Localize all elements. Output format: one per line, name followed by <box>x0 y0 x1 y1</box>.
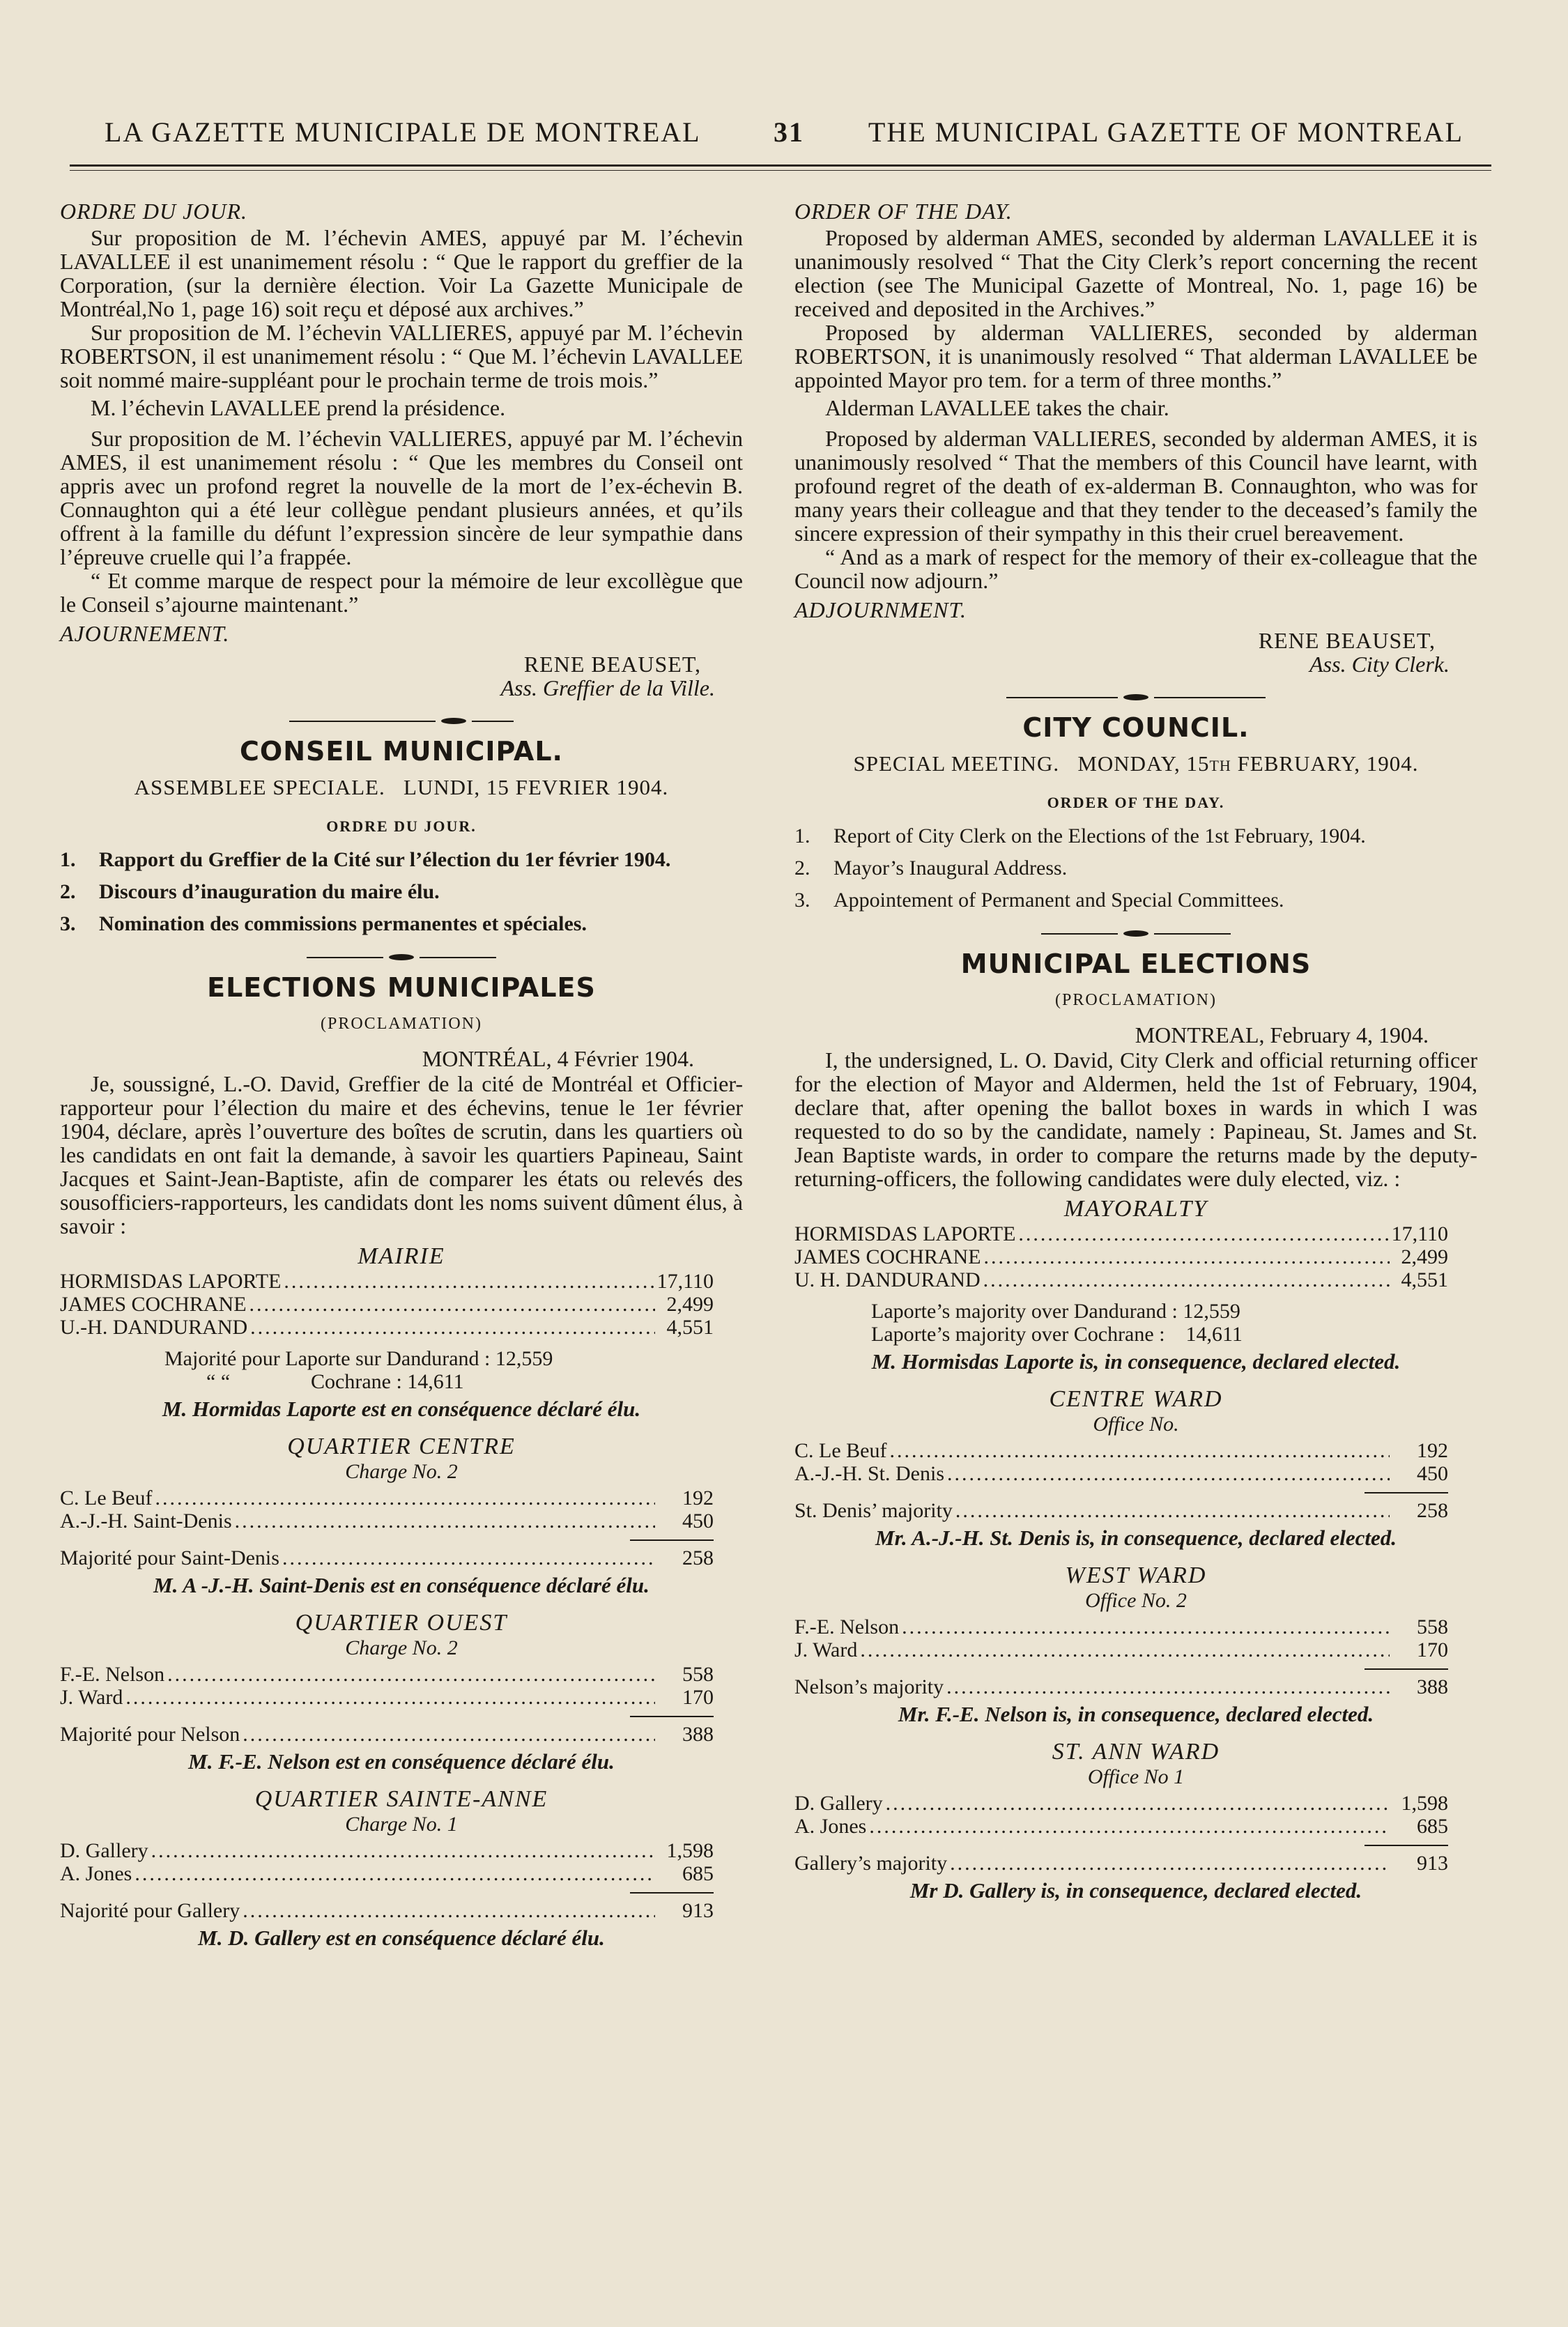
resolution-paragraph: Proposed by alderman AMES, seconded by alderman LAVALLEE it is unanimously resolved “ That the City Clerk’s report concerning the recent election (see The Municipal Gazette of Montreal, No. 1, page 16) be received and deposited in the Archives.” <box>794 225 1477 321</box>
result-row: JAMES COCHRANE ..... 2,499 <box>60 1293 743 1316</box>
majority-row: Gallery’s majority ..... 913 <box>794 1852 1477 1875</box>
signature-block <box>60 652 715 700</box>
meeting-type: ASSEMBLEE SPECIALE. <box>134 775 385 799</box>
result-row: F.-E. Nelson ..... 558 <box>794 1615 1477 1638</box>
result-row: A. Jones ..... 685 <box>60 1862 743 1885</box>
majority-row: Majorité pour Nelson ..... 388 <box>60 1723 743 1746</box>
meeting-date: LUNDI, 15 FEVRIER 1904. <box>403 775 669 799</box>
agenda-item: 3. Nomination des commissions permanentes et spéciales. <box>60 912 587 935</box>
ward-charge: Office No. 2 <box>1085 1589 1187 1612</box>
ward-declaration: Mr. A.-J.-H. St. Denis is, in consequence, declared elected. <box>875 1526 1397 1550</box>
agenda-item: 3. Appointement of Permanent and Special Committees. <box>794 889 1284 912</box>
agenda-list <box>60 848 743 936</box>
resolution-paragraph: M. l’échevin LAVALLEE prend la présidence. <box>91 395 506 420</box>
ordre-du-jour-heading: ORDRE DU JOUR. <box>60 199 248 224</box>
ward-heading: QUARTIER CENTRE <box>287 1434 516 1459</box>
elections-title: ELECTIONS MUNICIPALES <box>207 972 596 1003</box>
header-rule-top <box>70 164 1491 167</box>
result-row: A.-J.-H. St. Denis ..... 450 <box>794 1462 1477 1485</box>
order-small-heading: ORDER OF THE DAY. <box>1047 794 1225 811</box>
majority-line: Majorité pour Laporte sur Dandurand : 12,559 <box>164 1347 553 1370</box>
result-row: A.-J.-H. Saint-Denis ..... 450 <box>60 1510 743 1533</box>
signature-title: Ass. City Clerk. <box>1309 652 1450 677</box>
signature-name: RENE BEAUSET, <box>523 652 701 677</box>
ward-block <box>794 1740 1477 1903</box>
majority-row: Majorité pour Saint-Denis ..... 258 <box>60 1546 743 1569</box>
english-column <box>794 197 1477 1917</box>
masthead <box>105 116 1463 158</box>
page-number: 31 <box>774 116 804 148</box>
majority-line: Laporte’s majority over Dandurand : 12,559 <box>871 1300 1240 1323</box>
agenda-item: 2. Discours d’inauguration du maire élu. <box>60 880 440 903</box>
ward-charge: Charge No. 2 <box>345 1460 458 1483</box>
proclamation-label: (PROCLAMATION) <box>1055 991 1217 1009</box>
result-row: HORMISDAS LAPORTE ..... 17,110 <box>794 1222 1477 1245</box>
result-row: J. Ward ..... 170 <box>794 1638 1477 1661</box>
meeting-line <box>60 776 743 799</box>
majority-row: St. Denis’ majority ..... 258 <box>794 1499 1477 1522</box>
result-row: A. Jones ..... 685 <box>794 1815 1477 1838</box>
resolution-paragraph: Sur proposition de M. l’échevin VALLIERES, appuyé par M. l’échevin ROBERTSON, il est unanimement résolu : “ Que M. l’échevin LAVALLEE soit nommé maire-suppléant pour le prochain terme de trois mois.” <box>60 320 743 392</box>
section-divider <box>60 954 743 960</box>
signature-title: Ass. Greffier de la Ville. <box>500 675 715 700</box>
dateline: MONTREAL, February 4, 1904. <box>1135 1022 1429 1047</box>
ward-heading: QUARTIER OUEST <box>295 1610 508 1636</box>
resolution-paragraph: Sur proposition de M. l’échevin AMES, appuyé par M. l’échevin LAVALLEE il est unanimement résolu : “ Que le rapport du greffier de la Corporation, (sur la dernière élection. Voir La Gazette Municipale de Montréal,No 1, page 16) soit reçu et déposé aux archives.” <box>60 225 743 321</box>
meeting-line <box>794 752 1477 776</box>
ward-heading: QUARTIER SAINTE-ANNE <box>254 1786 548 1812</box>
ward-declaration: M. F.-E. Nelson est en conséquence déclaré élu. <box>188 1749 615 1774</box>
ward-charge: Charge No. 2 <box>345 1636 458 1659</box>
result-row: U.-H. DANDURAND ..... 4,551 <box>60 1316 743 1339</box>
elections-title: MUNICIPAL ELECTIONS <box>960 949 1312 979</box>
meeting-date: MONDAY, 15th FEBRUARY, 1904. <box>1077 751 1419 776</box>
ward-block <box>60 1435 743 1597</box>
proclamation-text: I, the undersigned, L. O. David, City Clerk and official returning officer for the election of Mayor and Aldermen, held the 1st of February, 1904, declare that, after opening the ballot boxes in wards in which I was requested to do so by the candidate, namely : Papineau, St. James and St. Jean Baptiste wards, in order to compare the returns made by the deputy-returning-officers, the following candidates were duly elected, viz. : <box>794 1047 1477 1191</box>
ward-block <box>60 1611 743 1774</box>
ward-declaration: M. A -J.-H. Saint-Denis est en conséquence déclaré élu. <box>153 1573 650 1597</box>
order-of-the-day-heading: ORDER OF THE DAY. <box>794 199 1013 224</box>
result-row: D. Gallery ..... 1,598 <box>794 1792 1477 1815</box>
section-divider <box>60 718 743 724</box>
agenda-item: 1. Report of City Clerk on the Elections of the 1st February, 1904. <box>794 824 1366 847</box>
ward-declaration: Mr D. Gallery is, in consequence, declared elected. <box>909 1878 1362 1903</box>
adjournment-heading: AJOURNEMENT. <box>60 621 230 646</box>
result-row: C. Le Beuf ..... 192 <box>794 1439 1477 1462</box>
ward-declaration: Mr. F.-E. Nelson is, in consequence, declared elected. <box>898 1702 1374 1726</box>
ward-heading: CENTRE WARD <box>1049 1386 1223 1412</box>
agenda-item: 2. Mayor’s Inaugural Address. <box>794 857 1068 880</box>
order-small-heading: ORDRE DU JOUR. <box>326 817 477 835</box>
majority-line: “ “ Cochrane : 14,611 <box>206 1370 464 1393</box>
mayoralty-heading: MAYORALTY <box>1063 1196 1208 1222</box>
ward-block <box>60 1788 743 1950</box>
agenda-item: 1. Rapport du Greffier de la Cité sur l’élection du 1er février 1904. <box>60 848 671 871</box>
result-row: C. Le Beuf ..... 192 <box>60 1487 743 1510</box>
section-divider <box>794 930 1477 937</box>
section-divider <box>794 694 1477 700</box>
mayor-declaration: M. Hormidas Laporte est en conséquence déclaré élu. <box>162 1397 641 1421</box>
signature-block <box>794 628 1450 677</box>
council-title: CONSEIL MUNICIPAL. <box>240 736 563 767</box>
signature-name: RENE BEAUSET, <box>1258 628 1436 653</box>
resolution-paragraph: Alderman LAVALLEE takes the chair. <box>825 395 1169 420</box>
result-row: F.-E. Nelson ..... 558 <box>60 1663 743 1686</box>
result-row: U. H. DANDURAND ..... 4,551 <box>794 1268 1477 1291</box>
proclamation-label: (PROCLAMATION) <box>321 1015 482 1033</box>
header-rule-bottom <box>70 170 1491 171</box>
mayoralty-heading: MAIRIE <box>358 1243 445 1269</box>
majority-row: Nelson’s majority ..... 388 <box>794 1675 1477 1698</box>
resolution-paragraph: Proposed by alderman VALLIERES, seconded by alderman AMES, it is unanimously resolved “ That the members of this Council have learnt, with profound regret of the death of ex-alderman B. Connaughton, who was for many years their colleague and that they tender to the deceased’s family the sincere expression of their sympathy in this their cruel bereavement. <box>794 426 1477 546</box>
majority-line: Laporte’s majority over Cochrane : 14,611 <box>871 1323 1243 1346</box>
ward-charge: Charge No. 1 <box>345 1813 458 1836</box>
resolution-paragraph: “ Et comme marque de respect pour la mémoire de leur excollègue que le Conseil s’ajourne maintenant.” <box>60 568 743 617</box>
ward-declaration: M. D. Gallery est en conséquence déclaré élu. <box>198 1926 605 1950</box>
result-row: D. Gallery ..... 1,598 <box>60 1839 743 1862</box>
result-row: HORMISDAS LAPORTE ..... 17,110 <box>60 1270 743 1293</box>
ward-charge: Office No 1 <box>1087 1765 1185 1788</box>
result-row: JAMES COCHRANE ..... 2,499 <box>794 1245 1477 1268</box>
header-english-title: THE MUNICIPAL GAZETTE OF MONTREAL <box>868 116 1463 148</box>
mayor-declaration: M. Hormisdas Laporte is, in consequence, declared elected. <box>871 1349 1401 1374</box>
result-row: J. Ward ..... 170 <box>60 1686 743 1709</box>
ward-block <box>794 1564 1477 1726</box>
ward-heading: WEST WARD <box>1065 1562 1207 1588</box>
ward-charge: Office No. <box>1093 1413 1179 1436</box>
council-title: CITY COUNCIL. <box>1022 712 1250 743</box>
resolution-paragraph: Sur proposition de M. l’échevin VALLIERES, appuyé par M. l’échevin AMES, il est unanimement résolu : “ Que les membres du Conseil ont appris avec un profond regret la nouvelle de la mort de l’ex-échevin B. Connaughton qui a été leur collègue pendant plusieurs années, et qu’ils offrent à la famille du défunt l’expression sincère de leur sympathie dans l’épreuve cruelle qui l’a frappée. <box>60 426 743 569</box>
french-column <box>60 197 743 1964</box>
meeting-type: SPECIAL MEETING. <box>853 751 1060 776</box>
resolution-paragraph: Proposed by alderman VALLIERES, seconded by alderman ROBERTSON, it is unanimously resolved “ That alderman LAVALLEE be appointed Mayor pro tem. for a term of three months.” <box>794 320 1477 392</box>
resolution-paragraph: “ And as a mark of respect for the memory of their ex-colleague that the Council now adjourn.” <box>794 544 1477 593</box>
agenda-list <box>794 824 1477 912</box>
proclamation-text: Je, soussigné, L.-O. David, Greffier de la cité de Montréal et Officier-rapporteur pour l’élection du maire et des échevins, tenue le 1er février 1904, déclare, après l’ouverture des boîtes de scrutin, dans les quartiers où les candidats en ont fait la demande, à savoir les quartiers Papineau, Saint Jacques et Saint-Jean-Baptiste, afin de comparer les états ou relevés des sousofficiers-rapporteurs, les candidats dont les noms suivent dûment élus, à savoir : <box>60 1071 743 1238</box>
dateline: MONTRÉAL, 4 Février 1904. <box>422 1046 694 1071</box>
ward-block <box>794 1388 1477 1550</box>
adjournment-heading: ADJOURNMENT. <box>794 597 967 622</box>
header-french-title: LA GAZETTE MUNICIPALE DE MONTREAL <box>105 116 701 148</box>
majority-row: Najorité pour Gallery ..... 913 <box>60 1899 743 1922</box>
ward-heading: ST. ANN WARD <box>1052 1739 1220 1765</box>
